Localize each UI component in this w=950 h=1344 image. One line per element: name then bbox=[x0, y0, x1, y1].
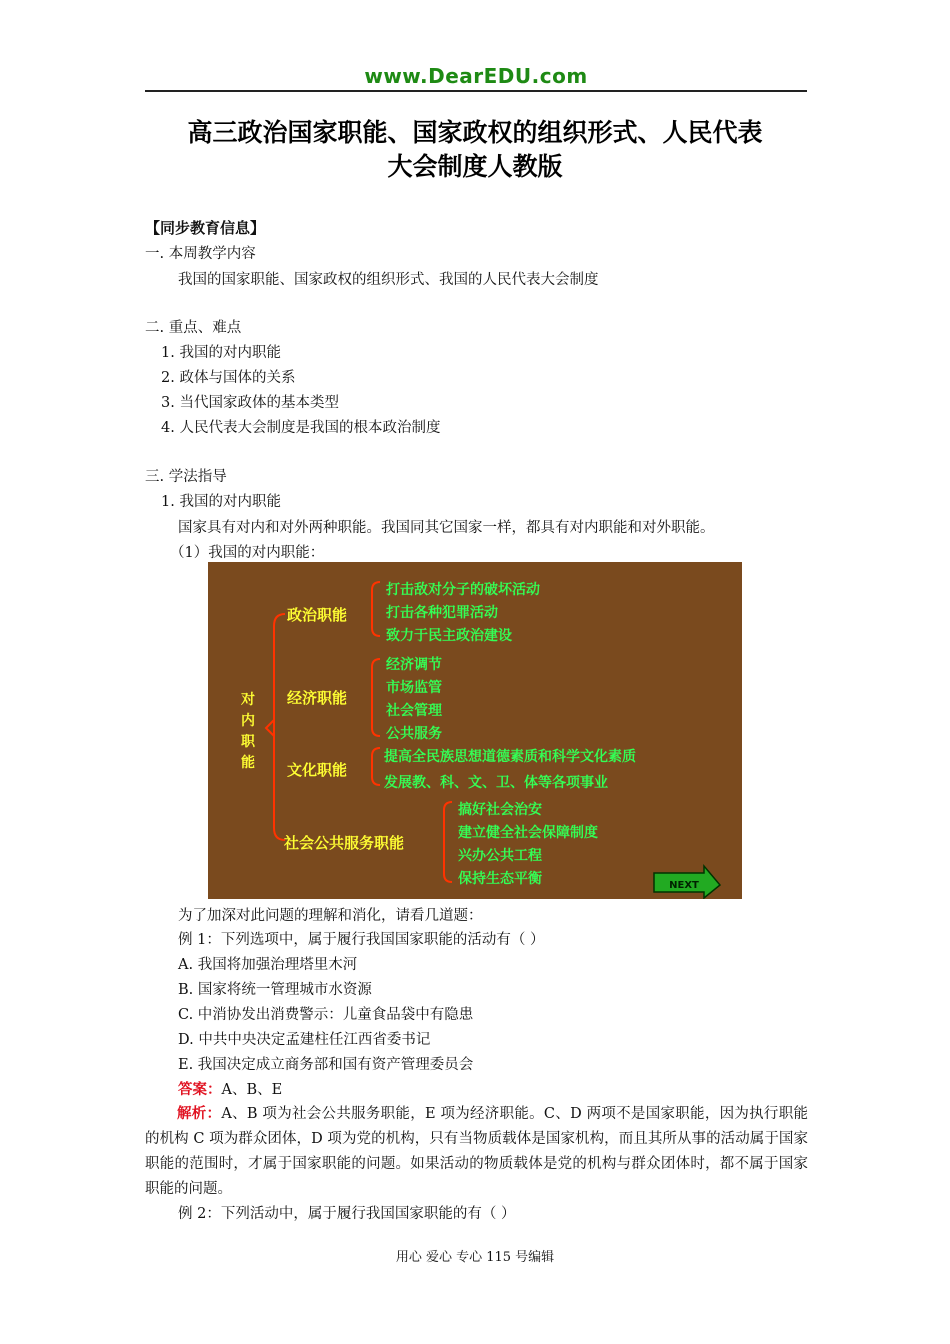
root-char: 职 bbox=[241, 734, 255, 750]
title-line-1: 高三政治国家职能、国家政权的组织形式、人民代表 bbox=[187, 118, 763, 147]
root-char: 能 bbox=[241, 755, 255, 771]
header-rule bbox=[145, 90, 807, 92]
main-bracket bbox=[274, 614, 285, 840]
section-3-item-1: 1. 我国的对内职能 bbox=[161, 494, 281, 510]
item-public-service: 搞好社会治安 bbox=[458, 802, 542, 818]
example-1-answer bbox=[178, 1080, 282, 1100]
section-2-item: 4. 人民代表大会制度是我国的根本政治制度 bbox=[161, 420, 441, 436]
branch-label-political: 政治职能 bbox=[287, 606, 348, 624]
examples-intro: 为了加深对此问题的理解和消化，请看几道题： bbox=[178, 908, 483, 924]
analysis-label: 解析： bbox=[177, 1106, 222, 1122]
example-1-option: B. 国家将统一管理城市水资源 bbox=[178, 982, 372, 998]
item-cultural: 发展教、科、文、卫、体等各项事业 bbox=[384, 775, 608, 791]
answer-value: A、B、E bbox=[221, 1082, 283, 1098]
section-1-content: 我国的国家职能、国家政权的组织形式、我国的人民代表大会制度 bbox=[178, 272, 599, 288]
bracket-economic bbox=[372, 659, 380, 736]
section-3-subheading: （1）我国的对内职能： bbox=[170, 545, 325, 561]
example-2-question: 例 2：下列活动中，属于履行我国国家职能的有（ ） bbox=[178, 1206, 516, 1222]
section-2-item: 3. 当代国家政体的基本类型 bbox=[161, 395, 339, 411]
next-arrow-icon[interactable] bbox=[654, 866, 720, 898]
item-public-service: 保持生态平衡 bbox=[458, 871, 542, 887]
item-public-service: 建立健全社会保障制度 bbox=[458, 825, 598, 841]
section-2-heading: 二. 重点、难点 bbox=[145, 320, 242, 336]
item-political: 打击各种犯罪活动 bbox=[386, 605, 498, 621]
answer-label: 答案： bbox=[178, 1082, 222, 1098]
section-3-heading: 三. 学法指导 bbox=[145, 469, 227, 485]
branch-label-cultural: 文化职能 bbox=[287, 761, 348, 779]
section-info-heading: 【同步教育信息】 bbox=[145, 219, 266, 237]
section-1-heading: 一. 本周教学内容 bbox=[145, 246, 256, 262]
internal-functions-diagram bbox=[208, 562, 742, 899]
title-line-2: 大会制度人教版 bbox=[387, 152, 563, 181]
bracket-cultural bbox=[372, 748, 380, 785]
item-economic: 经济调节 bbox=[386, 657, 442, 673]
bracket-public-service bbox=[444, 802, 452, 882]
root-char: 内 bbox=[241, 713, 255, 729]
branch-label-economic: 经济职能 bbox=[287, 689, 348, 707]
item-economic: 市场监管 bbox=[386, 680, 442, 696]
example-1-option: A. 我国将加强治理塔里木河 bbox=[178, 957, 358, 973]
example-1-option: D. 中共中央决定孟建柱任江西省委书记 bbox=[178, 1032, 431, 1048]
item-economic: 社会管理 bbox=[386, 703, 442, 719]
site-header bbox=[145, 62, 807, 98]
example-1-option: E. 我国决定成立商务部和国有资产管理委员会 bbox=[178, 1057, 474, 1073]
page-footer: 用心 爱心 专心 115 号编辑 bbox=[395, 1250, 555, 1265]
main-bracket-notch bbox=[266, 720, 274, 736]
section-2-item: 2. 政体与国体的关系 bbox=[161, 370, 296, 386]
example-1-analysis bbox=[145, 1102, 808, 1202]
site-logo-text: www.DearEDU.com bbox=[364, 64, 588, 88]
example-1-option: C. 中消协发出消费警示：儿童食品袋中有隐患 bbox=[178, 1007, 474, 1023]
item-cultural: 提高全民族思想道德素质和科学文化素质 bbox=[384, 749, 636, 765]
next-label: NEXT bbox=[669, 880, 699, 891]
section-2-item: 1. 我国的对内职能 bbox=[161, 345, 281, 361]
item-public-service: 兴办公共工程 bbox=[458, 848, 542, 864]
item-economic: 公共服务 bbox=[386, 726, 442, 742]
branch-label-public-service: 社会公共服务职能 bbox=[284, 834, 405, 852]
root-char: 对 bbox=[241, 692, 255, 708]
item-political: 打击敌对分子的破坏活动 bbox=[386, 582, 540, 598]
document-title bbox=[100, 116, 850, 184]
item-political: 致力于民主政治建设 bbox=[386, 628, 512, 644]
analysis-text: A、B 项为社会公共服务职能，E 项为经济职能。C、D 两项不是国家职能，因为执行职能的机构 C 项为群众团体，D 项为党的机构，只有当物质载体是国家机构，而且其所从事的活动属于国家职能的范围时，才属于国家职能的问题。如果活动的物质载体是党的机构与群众团体时，都不属于国家职能的问题。 bbox=[145, 1106, 808, 1197]
diagram-root-label bbox=[240, 692, 256, 771]
section-3-paragraph: 国家具有对内和对外两种职能。我国同其它国家一样，都具有对内职能和对外职能。 bbox=[178, 520, 715, 536]
example-1-question: 例 1：下列选项中，属于履行我国国家职能的活动有（ ） bbox=[178, 932, 545, 948]
bracket-political bbox=[372, 582, 380, 636]
